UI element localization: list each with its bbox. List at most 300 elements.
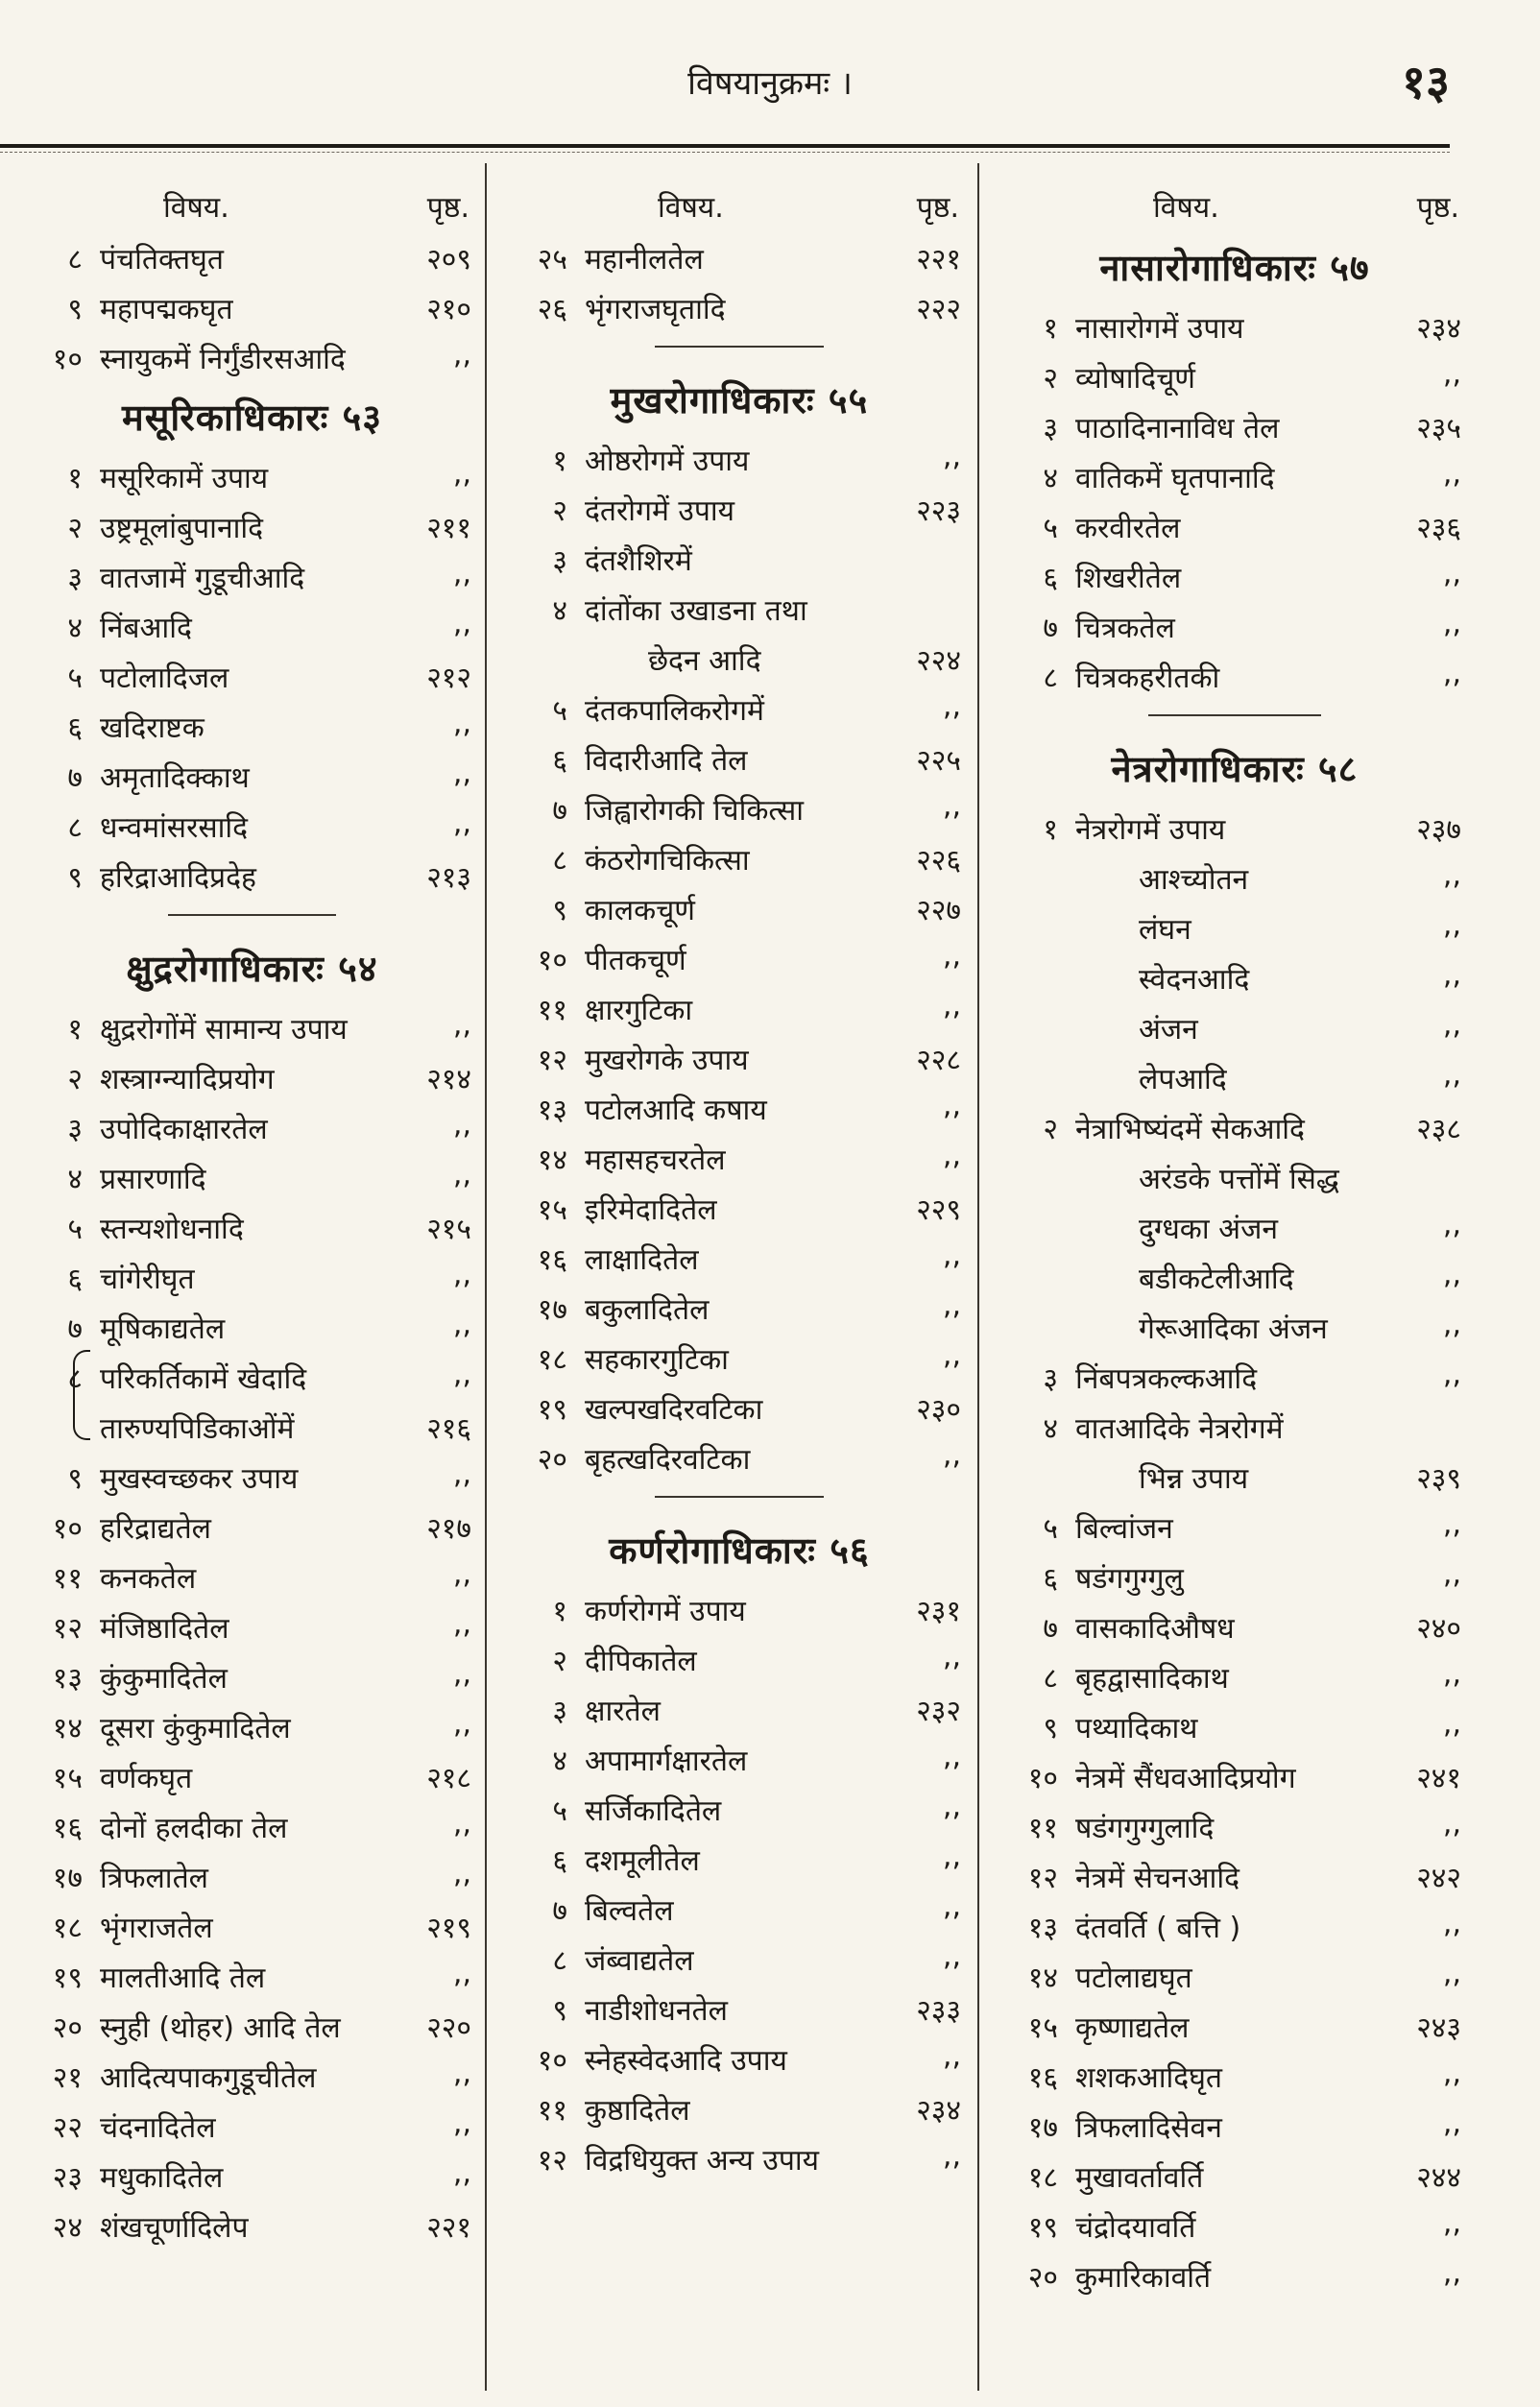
entry-page: २१४: [426, 1063, 471, 1096]
entry-number: १: [552, 1595, 567, 1628]
index-entry: [995, 1500, 1475, 1550]
entry-title: अमृतादिक्काथ: [100, 761, 250, 795]
entry-number: ५: [552, 694, 567, 728]
index-entry: [19, 1949, 485, 1999]
index-entry: [995, 1150, 1475, 1200]
entry-title: जिह्वारोगकी चिकित्सा: [585, 794, 805, 828]
entry-title: लेपआदि: [1139, 1063, 1227, 1096]
entry-number: २: [67, 1063, 83, 1096]
entry-page: २४१: [1416, 1762, 1461, 1795]
entry-page: ,,: [452, 707, 471, 740]
index-entry: [19, 1100, 485, 1150]
entry-title: वातआदिके नेत्ररोगमें: [1075, 1412, 1284, 1446]
entry-title: महासहचरतेल: [585, 1143, 726, 1177]
entry-page: ,,: [942, 1740, 961, 1773]
entry-number: ४: [1043, 1412, 1058, 1446]
entry-page: २३५: [1416, 412, 1461, 445]
entry-title: दंतकपालिकरोगमें: [585, 694, 764, 728]
entry-page: ,,: [452, 1358, 471, 1391]
entry-number: ९: [552, 894, 567, 927]
index-entry: [995, 1000, 1475, 1050]
entry-page: २३४: [1416, 312, 1461, 346]
entry-title: तारुण्यपिडिकाओंमें: [100, 1412, 295, 1446]
entry-title: महानीलतेल: [585, 243, 704, 277]
section-heading-text: नासारोगाधिकारः ५७: [1099, 247, 1370, 289]
index-entry: [995, 901, 1475, 951]
section-heading: [19, 931, 485, 1000]
entry-number: ४: [67, 1163, 83, 1196]
entry-page: २२२: [916, 293, 961, 326]
index-entry: [19, 1400, 485, 1450]
index-entry: [19, 1350, 485, 1400]
entry-page: ,,: [1442, 1507, 1461, 1541]
entry-page: २३६: [1416, 512, 1461, 545]
index-entry: [504, 931, 975, 981]
entry-page: ,,: [452, 2106, 471, 2140]
entry-title: पटोलाद्यघृत: [1075, 1962, 1192, 1995]
entry-title: प्रसारणादि: [100, 1163, 206, 1196]
entry-title: नाडीशोधनतेल: [585, 1994, 728, 2028]
index-entry: [995, 1050, 1475, 1100]
entry-title: नेत्राभिष्यंदमें सेकआदि: [1075, 1113, 1305, 1146]
index-entry: [19, 1899, 485, 1949]
entry-number: २३: [52, 2161, 83, 2195]
index-entry: [19, 449, 485, 499]
entry-page: २१६: [426, 1412, 471, 1446]
entry-page: ,,: [942, 1438, 961, 1472]
entry-page: २१७: [426, 1512, 471, 1546]
entry-number: १०: [537, 2044, 567, 2078]
entry-title: त्रिफलातेल: [100, 1862, 209, 1895]
entry-page: ,,: [452, 1607, 471, 1641]
section-heading: [504, 1513, 975, 1582]
entry-page: ,,: [452, 1707, 471, 1741]
entry-title: पटोलादिजल: [100, 662, 229, 695]
section-heading-text: कर्णरोगाधिकारः ५६: [609, 1529, 870, 1572]
index-entry: [19, 1500, 485, 1550]
entry-page: ,,: [942, 2139, 961, 2173]
entry-page: ,,: [1442, 657, 1461, 690]
entry-title: दीपिकातेल: [585, 1645, 697, 1678]
entry-page: २२८: [916, 1044, 961, 1077]
entry-title: सहकारगुटिका: [585, 1343, 729, 1377]
column-header: [19, 163, 485, 230]
index-entry: [995, 801, 1475, 851]
entry-number: ३: [1043, 412, 1058, 445]
entry-number: १२: [537, 1044, 567, 1077]
index-entry: [995, 1899, 1475, 1949]
section-heading: [995, 230, 1475, 300]
entry-page: २३८: [1416, 1113, 1461, 1146]
index-entry: [504, 682, 975, 732]
index-entry: [995, 1699, 1475, 1749]
entry-page: २१३: [426, 861, 471, 895]
entry-page: ,,: [1442, 357, 1461, 391]
entry-number: २: [1043, 362, 1058, 396]
entry-number: ११: [52, 1562, 83, 1596]
entry-title: भिन्न उपाय: [1139, 1462, 1249, 1496]
entry-page: ,,: [1442, 1258, 1461, 1291]
section-separator: [504, 330, 975, 363]
entry-title: परिकर्तिकामें खेदादि: [100, 1362, 307, 1396]
subject-label: विषय.: [658, 191, 724, 225]
entry-title: हरिद्राद्यतेल: [100, 1512, 212, 1546]
index-entry: [504, 981, 975, 1031]
entry-number: ६: [552, 744, 567, 778]
subject-label: विषय.: [163, 191, 229, 225]
entry-title: अंजन: [1139, 1013, 1198, 1047]
index-entry: [19, 2099, 485, 2149]
index-entry: [504, 1782, 975, 1832]
index-column-2: [504, 163, 975, 2181]
entry-page: २२४: [916, 644, 961, 678]
index-entry: [504, 1832, 975, 1882]
entry-title: नेत्ररोगमें उपाय: [1075, 813, 1226, 847]
index-entry: [995, 549, 1475, 599]
entry-page: ,,: [452, 1657, 471, 1691]
index-entry: [19, 1450, 485, 1500]
entry-title: वासकादिऔषध: [1075, 1612, 1235, 1646]
entry-title: नेत्रमें सेचनआदि: [1075, 1862, 1240, 1895]
entry-number: १: [67, 462, 83, 495]
entry-page: ,,: [452, 1258, 471, 1291]
entry-number: २०: [537, 1443, 567, 1477]
index-entry: [995, 649, 1475, 699]
entry-number: २६: [537, 293, 567, 326]
index-entry: [19, 1050, 485, 1100]
entry-number: १३: [537, 1094, 567, 1127]
entry-page: ,,: [1442, 1707, 1461, 1741]
entry-title: विदारीआदि तेल: [585, 744, 748, 778]
index-entry: [504, 782, 975, 831]
index-entry: [504, 482, 975, 532]
entry-number: १९: [537, 1393, 567, 1427]
entry-title: इरिमेदादितेल: [585, 1193, 717, 1227]
index-entry: [19, 2199, 485, 2249]
entry-title: कृष्णाद्यतेल: [1075, 2011, 1190, 2045]
entry-number: १७: [1027, 2111, 1058, 2145]
index-entry: [19, 1699, 485, 1749]
entry-number: ९: [67, 293, 83, 326]
entry-number: ८: [67, 811, 83, 845]
entry-number: २: [552, 494, 567, 528]
entry-number: ७: [1043, 612, 1058, 645]
column-header: [504, 163, 975, 230]
entry-number: २५: [537, 243, 567, 277]
entry-page: ,,: [942, 1640, 961, 1673]
entry-title: कनकतेल: [100, 1562, 197, 1596]
index-entry: [504, 831, 975, 881]
index-entry: [19, 749, 485, 799]
index-entry: [995, 349, 1475, 399]
entry-number: ३: [1043, 1362, 1058, 1396]
entry-page: २२१: [426, 2211, 471, 2245]
entry-title: लाक्षादितेल: [585, 1243, 699, 1277]
page-number: १३: [1402, 56, 1450, 109]
index-entry: [19, 1649, 485, 1699]
index-entry: [504, 1431, 975, 1480]
entry-title: गेरूआदिका अंजन: [1139, 1312, 1328, 1346]
entry-number: ३: [552, 544, 567, 578]
entry-title: धन्वमांसरसादि: [100, 811, 249, 845]
entry-number: २: [67, 512, 83, 545]
index-column-1: [19, 163, 485, 2249]
entry-page: ,,: [1442, 2106, 1461, 2140]
index-entry: [504, 1732, 975, 1782]
entry-page: २२६: [916, 844, 961, 878]
entry-number: ७: [67, 761, 83, 795]
entry-title: ओष्ठरोगमें उपाय: [585, 445, 750, 478]
entry-page: २३०: [916, 1393, 961, 1427]
entry-title: स्नेहस्वेदआदि उपाय: [585, 2044, 787, 2078]
index-entry: [504, 230, 975, 280]
entry-page: ,,: [942, 1840, 961, 1873]
entry-title: सर्जिकादितेल: [585, 1794, 722, 1828]
entry-page: २२५: [916, 744, 961, 778]
entry-number: ८: [552, 844, 567, 878]
index-entry: [504, 732, 975, 782]
entry-number: २: [552, 1645, 567, 1678]
entry-title: चांगेरीघृत: [100, 1263, 195, 1296]
entry-number: ९: [67, 861, 83, 895]
entry-title: स्वेदनआदि: [1139, 963, 1250, 997]
entry-title: मसूरिकामें उपाय: [100, 462, 269, 495]
entry-page: २११: [426, 512, 471, 545]
entry-number: २०: [52, 2011, 83, 2045]
entry-page: ,,: [942, 1889, 961, 1923]
index-entry: [995, 951, 1475, 1000]
index-entry: [995, 499, 1475, 549]
entry-number: १: [1043, 312, 1058, 346]
entry-title: बिल्वांजन: [1075, 1512, 1173, 1546]
index-entry: [504, 1331, 975, 1381]
entry-title: अरंडके पत्तोंमें सिद्ध: [1139, 1163, 1339, 1196]
entry-page: ,,: [452, 1557, 471, 1591]
entry-page: २१०: [426, 293, 471, 326]
entry-title: मूषिकाद्यतेल: [100, 1312, 226, 1346]
entry-number: १०: [537, 944, 567, 977]
index-entry: [995, 1749, 1475, 1799]
entry-title: निंबआदि: [100, 612, 192, 645]
entry-number: २२: [52, 2111, 83, 2145]
entry-title: दंतशैशिरमें: [585, 544, 692, 578]
index-entry: [995, 1100, 1475, 1150]
entry-number: १२: [537, 2144, 567, 2178]
entry-number: ८: [1043, 662, 1058, 695]
entry-title: भृंगराजतेल: [100, 1912, 213, 1945]
index-entry: [19, 599, 485, 649]
entry-number: २: [1043, 1113, 1058, 1146]
subject-label: विषय.: [1153, 191, 1219, 225]
index-entry: [995, 1799, 1475, 1849]
entry-title: कुंकुमादितेल: [100, 1662, 228, 1696]
entry-number: ६: [1043, 1562, 1058, 1596]
entry-title: चंदनादितेल: [100, 2111, 216, 2145]
entry-page: ,,: [452, 1807, 471, 1841]
index-entry: [995, 2199, 1475, 2249]
entry-title: कालकचूर्ण: [585, 894, 695, 927]
index-entry: [19, 1250, 485, 1300]
column-divider: [977, 163, 979, 2391]
entry-title: त्रिफलादिसेवन: [1075, 2111, 1222, 2145]
index-entry: [19, 330, 485, 380]
index-entry: [504, 582, 975, 632]
entry-title: बकुलादितेल: [585, 1293, 710, 1327]
entry-page: ,,: [452, 607, 471, 640]
entry-page: ,,: [452, 1108, 471, 1142]
entry-number: २०: [1027, 2261, 1058, 2295]
entry-page: ,,: [1442, 958, 1461, 992]
entry-title: क्षुद्ररोगोंमें सामान्य उपाय: [100, 1013, 348, 1047]
entry-title: उपोदिकाक्षारतेल: [100, 1113, 268, 1146]
entry-page: ,,: [452, 1158, 471, 1191]
entry-number: ७: [1043, 1612, 1058, 1646]
entry-page: ,,: [942, 1239, 961, 1272]
entry-number: १: [552, 445, 567, 478]
entry-title: दंतरोगमें उपाय: [585, 494, 735, 528]
entry-number: ३: [67, 1113, 83, 1146]
entry-title: खदिराष्टक: [100, 711, 205, 745]
entry-title: मधुकादितेल: [100, 2161, 224, 2195]
index-entry: [504, 1932, 975, 1982]
entry-title: व्योषादिचूर्ण: [1075, 362, 1195, 396]
entry-number: ५: [1043, 512, 1058, 545]
index-entry: [19, 1749, 485, 1799]
entry-title: मुखावर्तावर्ति: [1075, 2161, 1204, 2195]
entry-number: ५: [67, 1213, 83, 1246]
page-label: पृष्ठ.: [1416, 191, 1459, 225]
index-entry: [504, 1982, 975, 2032]
index-entry: [19, 549, 485, 599]
entry-title: कुष्ठादितेल: [585, 2094, 690, 2128]
entry-page: ,,: [1442, 2256, 1461, 2290]
index-entry: [504, 532, 975, 582]
entry-page: ,,: [452, 1957, 471, 1990]
index-entry: [19, 1849, 485, 1899]
section-heading-text: नेत्ररोगाधिकारः ५८: [1111, 748, 1359, 790]
entry-number: ६: [67, 711, 83, 745]
entry-title: मंजिष्ठादितेल: [100, 1612, 229, 1646]
entry-title: दुग्धका अंजन: [1139, 1213, 1278, 1246]
entry-title: क्षारगुटिका: [585, 994, 693, 1027]
entry-title: नेत्रमें सैंधवआदिप्रयोग: [1075, 1762, 1296, 1795]
index-entry: [19, 1999, 485, 2049]
column-header: [995, 163, 1475, 230]
entry-page: ,,: [942, 440, 961, 473]
entry-number: ८: [67, 243, 83, 277]
index-entry: [504, 1231, 975, 1281]
entry-title: पाठादिनानाविध तेल: [1075, 412, 1280, 445]
entry-page: ,,: [1442, 1308, 1461, 1341]
entry-number: १: [1043, 813, 1058, 847]
entry-number: ६: [67, 1263, 83, 1296]
entry-number: १५: [52, 1762, 83, 1795]
index-entry: [19, 2149, 485, 2199]
index-entry: [995, 599, 1475, 649]
entry-title: पटोलआदि कषाय: [585, 1094, 767, 1127]
index-entry: [995, 2149, 1475, 2199]
index-entry: [19, 1600, 485, 1649]
index-entry: [995, 399, 1475, 449]
entry-title: दूसरा कुंकुमादितेल: [100, 1712, 291, 1745]
index-entry: [504, 1131, 975, 1181]
entry-title: हरिद्राआदिप्रदेह: [100, 861, 256, 895]
entry-number: ८: [552, 1944, 567, 1978]
entry-title: करवीरतेल: [1075, 512, 1181, 545]
entry-page: ,,: [942, 1089, 961, 1122]
index-entry: [504, 432, 975, 482]
section-separator: [504, 1480, 975, 1513]
entry-number: १५: [1027, 2011, 1058, 2045]
entry-page: ,,: [452, 2156, 471, 2190]
entry-page: ,,: [1442, 1807, 1461, 1841]
entry-number: ६: [552, 1844, 567, 1878]
entry-number: ४: [552, 594, 567, 628]
entry-title: बिल्वतेल: [585, 1894, 674, 1928]
entry-title: वातिकमें घृतपानादि: [1075, 462, 1275, 495]
entry-number: १: [67, 1013, 83, 1047]
index-entry: [504, 1031, 975, 1081]
entry-page: २३४: [916, 2094, 961, 2128]
entry-title: निंबपत्रकल्कआदि: [1075, 1362, 1258, 1396]
entry-number: ७: [552, 1894, 567, 1928]
entry-page: ,,: [942, 789, 961, 823]
index-entry: [995, 449, 1475, 499]
entry-title: चंद्रोदयावर्ति: [1075, 2211, 1196, 2245]
index-column-3: [995, 163, 1475, 2299]
entry-title: षडंगगुग्गुलादि: [1075, 1812, 1215, 1845]
entry-number: १०: [1027, 1762, 1058, 1795]
index-entry: [995, 1600, 1475, 1649]
entry-number: १४: [1027, 1962, 1058, 1995]
section-heading-text: क्षुद्ररोगाधिकारः ५४: [126, 948, 378, 990]
index-entry: [995, 1300, 1475, 1350]
entry-title: कर्णरोगमें उपाय: [585, 1595, 746, 1628]
entry-title: मालतीआदि तेल: [100, 1962, 266, 1995]
entry-number: ११: [537, 994, 567, 1027]
entry-title: छेदन आदि: [648, 644, 761, 678]
entry-number: १०: [52, 1512, 83, 1546]
index-entry: [995, 2249, 1475, 2299]
entry-title: पथ्यादिकाथ: [1075, 1712, 1198, 1745]
entry-number: १४: [537, 1143, 567, 1177]
index-entry: [19, 230, 485, 280]
page-title: विषयानुक्रमः ।: [687, 64, 853, 103]
header-rule: [0, 144, 1450, 148]
entry-page: ,,: [452, 2057, 471, 2090]
entry-page: २१२: [426, 662, 471, 695]
entry-title: कुमारिकावर्ति: [1075, 2261, 1212, 2295]
index-entry: [995, 2049, 1475, 2099]
entry-page: २३१: [916, 1595, 961, 1628]
entry-page: ,,: [1442, 1058, 1461, 1092]
entry-title: विद्रधियुक्त अन्य उपाय: [585, 2144, 820, 2178]
entry-page: २२३: [916, 494, 961, 528]
entry-page: ,,: [942, 939, 961, 973]
section-heading: [19, 380, 485, 449]
entry-title: शंखचूर्णादिलेप: [100, 2211, 249, 2245]
section-heading-text: मुखरोगाधिकारः ५५: [610, 379, 869, 421]
index-entry: [19, 1150, 485, 1200]
entry-number: ५: [552, 1794, 567, 1828]
index-entry: [995, 851, 1475, 901]
entry-title: शिखरीतेल: [1075, 562, 1182, 595]
entry-page: ,,: [1442, 1208, 1461, 1241]
entry-page: ,,: [452, 338, 471, 372]
entry-number: ८: [1043, 1662, 1058, 1696]
entry-page: ,,: [1442, 607, 1461, 640]
entry-page: २४०: [1416, 1612, 1461, 1646]
